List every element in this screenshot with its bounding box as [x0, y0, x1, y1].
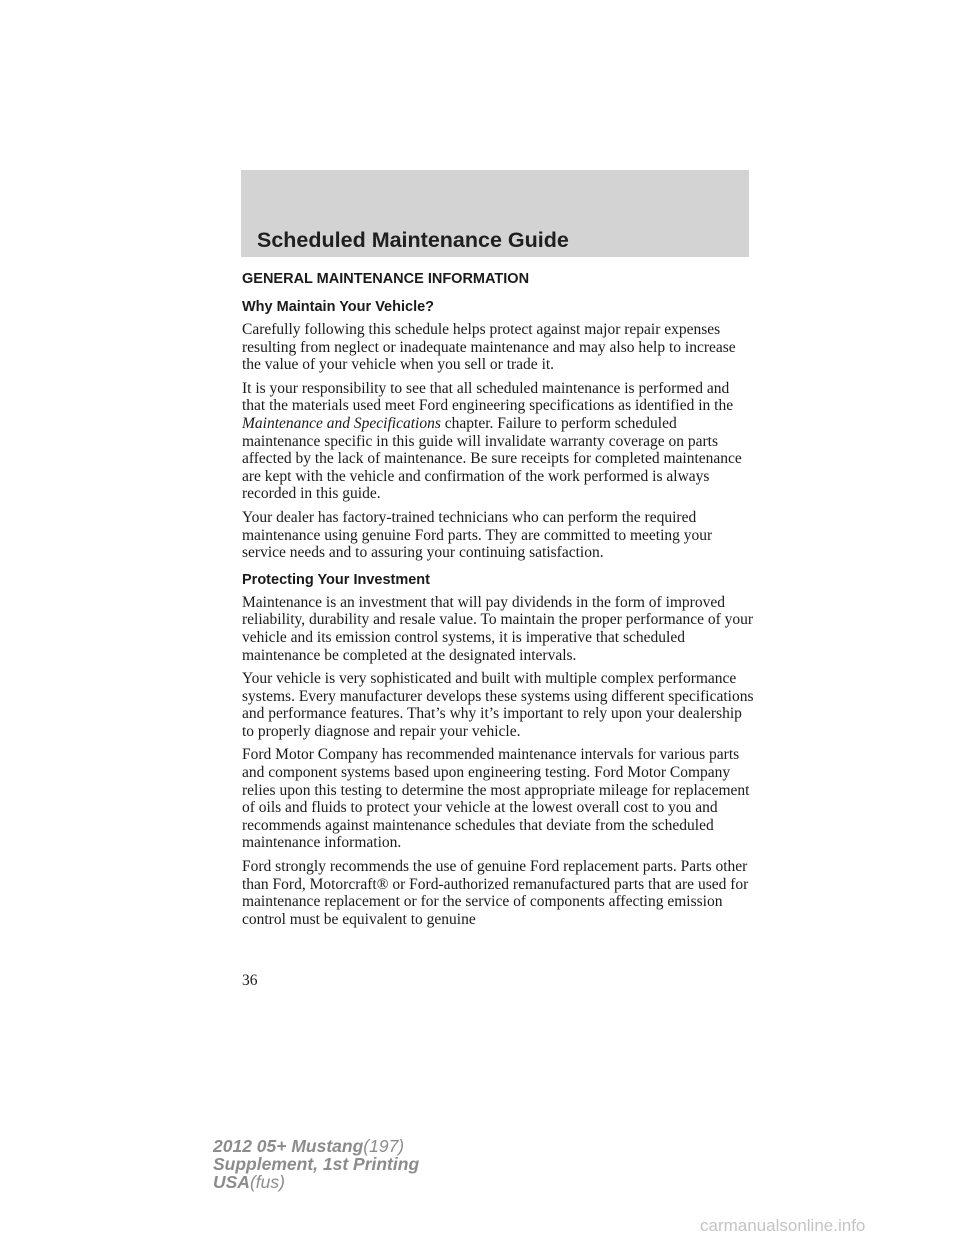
page-content — [242, 270, 754, 934]
footer-printing: Supplement, 1st Printing — [213, 1154, 420, 1174]
paragraph — [242, 380, 754, 503]
why-maintain-heading: Why Maintain Your Vehicle? — [242, 299, 435, 315]
paragraph: Ford strongly recommends the use of genuine Ford replacement parts. Parts other than Ford, Motorcraft® or Ford-authorized remanufactured parts that are used for maintenance replacement or for the service of components affecting emission control must be equivalent to genuine — [242, 858, 749, 928]
paragraph: Your vehicle is very sophisticated and built with multiple complex performance systems. Every manufacturer develops these systems using different specifications and performance features. That’s why it’s important to rely upon your dealership to properly diagnose and repair your vehicle. — [242, 670, 754, 740]
footer-market: USA — [213, 1172, 250, 1192]
paragraph: Your dealer has factory-trained technicians who can perform the required maintenance using genuine Ford parts. They are committed to meeting your service needs and to assuring your continuing satisfaction. — [242, 508, 713, 562]
paragraph: Ford Motor Company has recommended maintenance intervals for various parts and component systems based upon engineering testing. Ford Motor Company relies upon this testing to determine the most appropriate mileage for replacement of oils and fluids to protect your vehicle at the lowest overall cost to you and recommends against maintenance schedules that deviate from the scheduled maintenance information. — [242, 746, 750, 852]
footer-market-code: (fus) — [249, 1172, 285, 1192]
section-header-title: Scheduled Maintenance Guide — [257, 228, 569, 252]
chapter-reference: Maintenance and Specifications — [242, 414, 441, 432]
section-title: GENERAL MAINTENANCE INFORMATION — [242, 271, 530, 287]
paragraph: Carefully following this schedule helps protect against major repair expenses resulting from neglect or inadequate maintenance and may also help to increase the value of your vehicle when you sell or trade it. — [242, 321, 736, 374]
print-info-footer — [213, 1137, 419, 1191]
footer-model: 2012 05+ Mustang — [213, 1136, 364, 1156]
watermark-link[interactable]: carmanualsonline.info — [700, 1216, 866, 1235]
protecting-investment-heading: Protecting Your Investment — [242, 571, 430, 588]
paragraph: Maintenance is an investment that will pay dividends in the form of improved reliability, durability and resale value. To maintain the proper performance of your vehicle and its emission control systems, it is imperative that scheduled maintenance be completed at the designated intervals. — [242, 593, 754, 664]
paragraph-text: It is your responsibility to see that all scheduled maintenance is performed and that the materials used meet Ford engineering specifications as identified in the — [242, 379, 734, 415]
paragraph-text: chapter. Failure to perform scheduled maintenance specific in this guide will invalidate warranty coverage on parts affected by the lack of maintenance. Be sure receipts for completed maintenance are kept with the vehicle and confirmation of the work performed is always recorded in this guide. — [242, 414, 742, 503]
page-number: 36 — [242, 972, 258, 989]
footer-model-code: (197) — [363, 1136, 405, 1156]
